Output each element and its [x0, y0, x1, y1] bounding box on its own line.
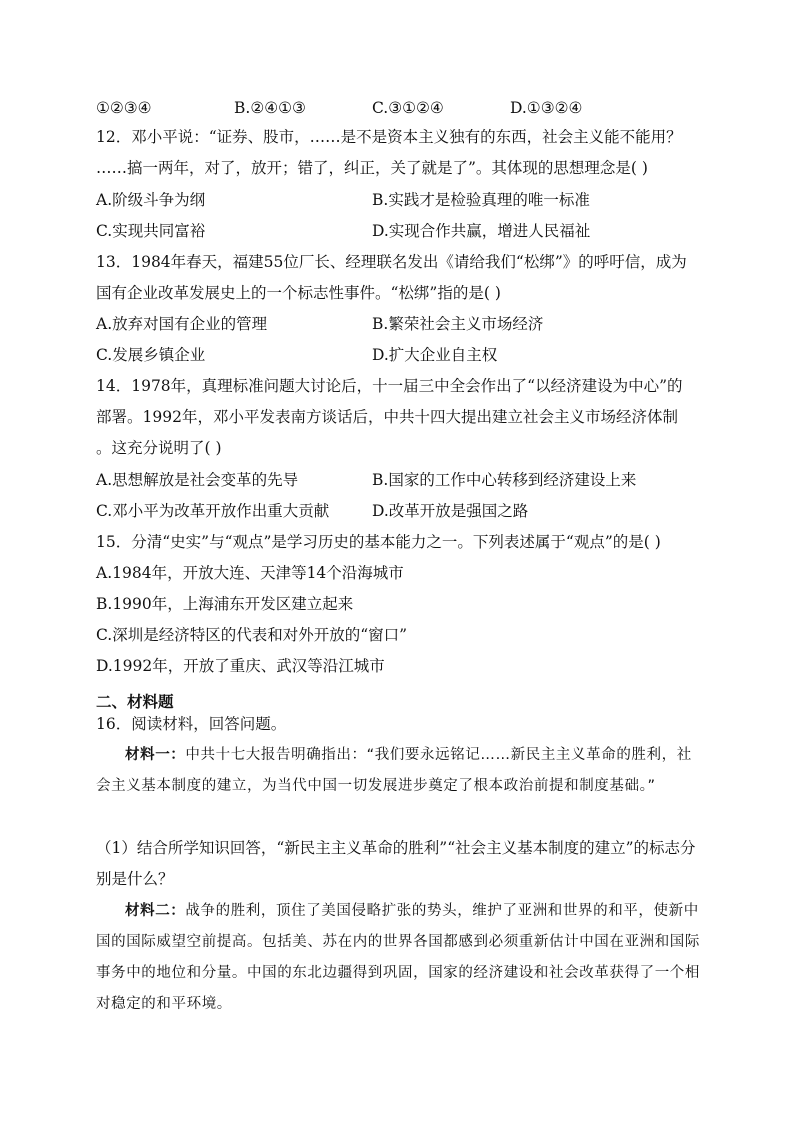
material-one-text: 中共十七大报告明确指出：“我们要永远铭记……新民主主义革命的胜利，社会主义基本制度的建立，为当代中国一切发展进步奠定了根本政治前提和制度基础。”	[96, 747, 692, 794]
q12-option-c[interactable]: C.实现共同富裕	[96, 222, 206, 240]
q13-stem-line2: 国有企业改革发展史上的一个标志性事件。“松绑”指的是( )	[96, 284, 501, 302]
material-one	[96, 740, 702, 802]
material-two-label: 材料二：	[125, 903, 186, 919]
q11-options	[96, 98, 696, 118]
q14-option-a[interactable]: A.思想解放是社会变革的先导	[96, 471, 299, 489]
q15-option-a[interactable]: A.1984年，开放大连、天津等14个沿海城市	[96, 564, 404, 582]
q13-option-a[interactable]: A.放弃对国有企业的管理	[96, 315, 268, 333]
q14-stem-line1: 14．1978年，真理标准问题大讨论后，十一届三中全会作出了“以经济建设为中心”的	[96, 377, 683, 395]
q11-option-a[interactable]: ①②③④	[96, 99, 152, 117]
q13-option-b[interactable]: B.繁荣社会主义市场经济	[372, 315, 544, 333]
q13-stem-line1: 13．1984年春天，福建55位厂长、经理联名发出《请给我们“松绑”》的呼吁信，成为	[96, 253, 687, 271]
q14-option-d[interactable]: D.改革开放是强国之路	[372, 502, 529, 520]
q15-option-c[interactable]: C.深圳是经济特区的代表和对外开放的“窗口”	[96, 626, 408, 644]
q13-option-d[interactable]: D.扩大企业自主权	[372, 346, 498, 364]
q12-option-d[interactable]: D.实现合作共赢，增进人民福祉	[372, 222, 591, 240]
q16-stem: 16．阅读材料，回答问题。	[96, 715, 287, 733]
q11-option-b[interactable]: B.②④①③	[234, 99, 306, 117]
material-one-label: 材料一：	[125, 747, 186, 763]
q13-option-c[interactable]: C.发展乡镇企业	[96, 346, 206, 364]
q15-stem: 15．分清“史实”与“观点”是学习历史的基本能力之一。下列表述属于“观点”的是( )	[96, 533, 661, 551]
q14-stem-line2: 部署。1992年，邓小平发表南方谈话后，中共十四大提出建立社会主义市场经济体制	[96, 408, 678, 426]
q12-stem-line2: ……搞一两年，对了，放开；错了，纠正，关了就是了”。其体现的思想理念是( )	[96, 159, 648, 177]
q11-option-d[interactable]: D.①③②④	[510, 99, 583, 117]
q15-option-b[interactable]: B.1990年，上海浦东开发区建立起来	[96, 595, 354, 613]
section-title: 二、材料题	[96, 692, 174, 711]
q16-sub1: （1）结合所学知识回答，“新民主主义革命的胜利”“社会主义基本制度的建立”的标志分别是什么？	[96, 839, 696, 888]
q12-stem-line1: 12．邓小平说：“证券、股市，……是不是资本主义独有的东西，社会主义能不能用？	[96, 128, 682, 146]
q12-option-b[interactable]: B.实践才是检验真理的唯一标准	[372, 191, 590, 209]
q15-option-d[interactable]: D.1992年，开放了重庆、武汉等沿江城市	[96, 657, 385, 675]
q14-option-c[interactable]: C.邓小平为改革开放作出重大贡献	[96, 502, 330, 520]
material-two	[96, 896, 702, 1020]
q14-stem-line3: 。这充分说明了( )	[96, 439, 222, 457]
q14-option-b[interactable]: B.国家的工作中心转移到经济建设上来	[372, 471, 637, 489]
q11-option-c[interactable]: C.③①②④	[372, 99, 444, 117]
q12-option-a[interactable]: A.阶级斗争为纲	[96, 191, 206, 209]
material-two-text: 战争的胜利，顶住了美国侵略扩张的势头，维护了亚洲和世界的和平，使新中国的国际威望空前提高。包括美、苏在内的世界各国都感到必须重新估计中国在亚洲和国际事务中的地位和分量。中国的东北边疆得到巩固，国家的经济建设和社会改革获得了一个相对稳定的和平环境。	[96, 903, 700, 1012]
